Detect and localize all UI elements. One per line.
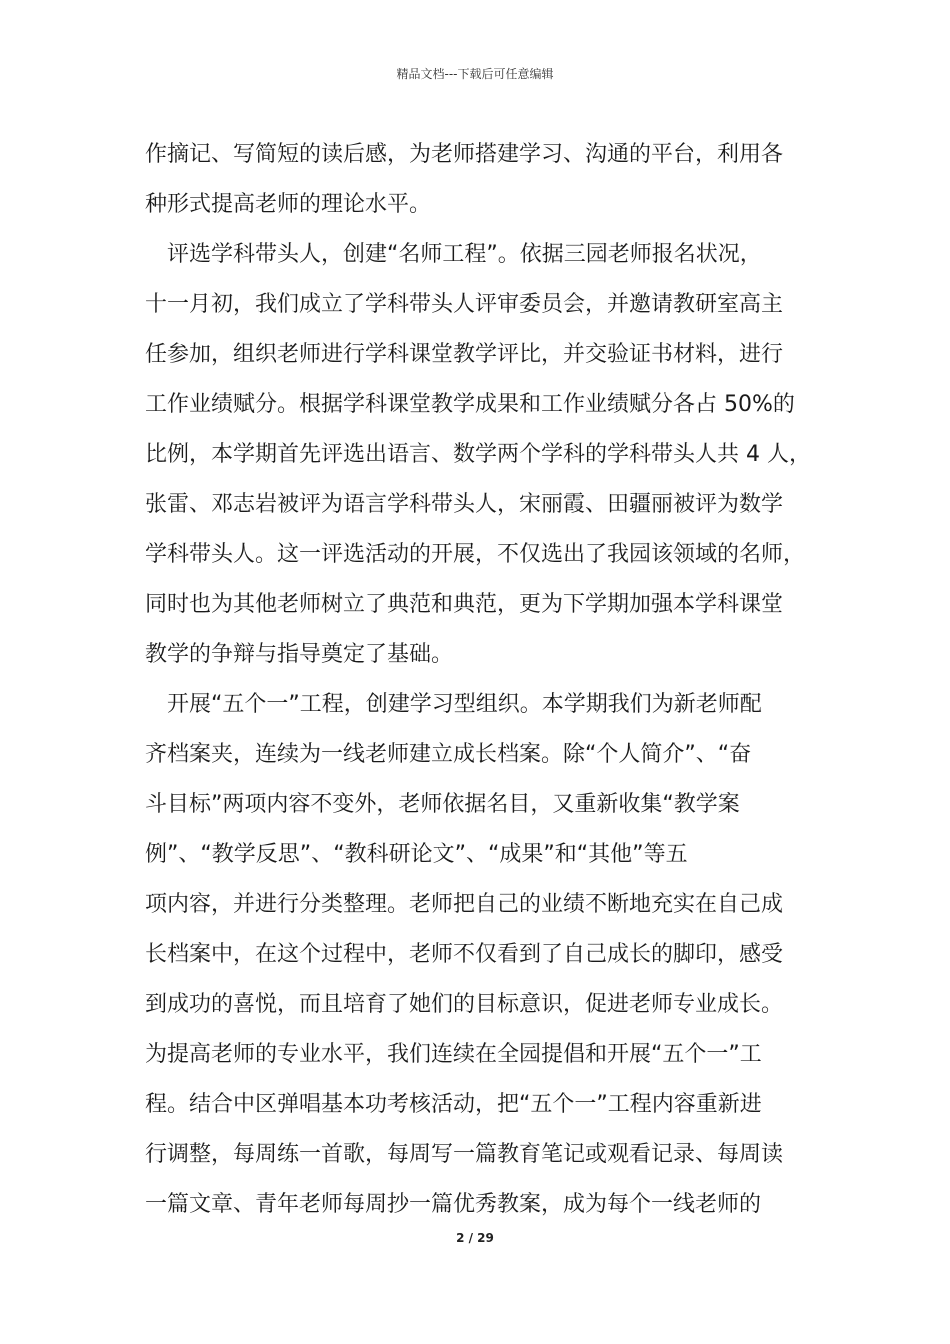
text-line: 张雷、邓志岩被评为语言学科带头人，宋丽霞、田疆丽被评为数学 — [145, 492, 784, 517]
page-header: 精品文档---下载后可任意编辑 — [396, 67, 554, 81]
text-line: 齐档案夹，连续为一线老师建立成长档案。除“个人简介”、“奋 — [145, 742, 752, 767]
text-line: 教学的争辩与指导奠定了基础。 — [145, 642, 454, 667]
text-line: 学科带头人。这一评选活动的开展，不仅选出了我园该领域的名师， — [145, 542, 806, 567]
text-line: 程。结合中区弹唱基本功考核活动，把“五个一”工程内容重新进 — [145, 1092, 762, 1117]
text-line: 种形式提高老师的理论水平。 — [145, 192, 432, 217]
document-body — [145, 130, 815, 1230]
text-line: 比例，本学期首先评选出语言、数学两个学科的学科带头人共 4 人， — [145, 442, 811, 467]
text-line: 任参加，组织老师进行学科课堂教学评比，并交验证书材料，进行 — [145, 342, 784, 367]
page-number: 2 / 29 — [456, 1231, 494, 1245]
text-line: 长档案中，在这个过程中，老师不仅看到了自己成长的脚印，感受 — [145, 942, 784, 967]
text-line: 十一月初，我们成立了学科带头人评审委员会，并邀请教研室高主 — [145, 292, 784, 317]
text-line: 项内容，并进行分类整理。老师把自己的业绩不断地充实在自己成 — [145, 892, 784, 917]
text-line: 作摘记、写简短的读后感，为老师搭建学习、沟通的平台，利用各 — [145, 142, 784, 167]
text-line: 例”、“教学反思”、“教科研论文”、“成果”和“其他”等五 — [145, 842, 688, 867]
text-line: 同时也为其他老师树立了典范和典范，更为下学期加强本学科课堂 — [145, 592, 784, 617]
text-line: 行调整，每周练一首歌，每周写一篇教育笔记或观看记录、每周读 — [145, 1142, 784, 1167]
text-line: 到成功的喜悦，而且培育了她们的目标意识，促进老师专业成长。 — [145, 992, 784, 1017]
text-line: 一篇文章、青年老师每周抄一篇优秀教案，成为每个一线老师的 — [145, 1192, 762, 1217]
text-line: 斗目标”两项内容不变外，老师依据名目，又重新收集“教学案 — [145, 792, 740, 817]
text-line: 工作业绩赋分。根据学科课堂教学成果和工作业绩赋分各占 50%的 — [145, 392, 795, 417]
paragraph-start-line: 开展“五个一”工程，创建学习型组织。本学期我们为新老师配 — [167, 692, 762, 717]
paragraph-start-line: 评选学科带头人，创建“名师工程”。依据三园老师报名状况， — [167, 242, 762, 267]
text-line: 为提高老师的专业水平，我们连续在全园提倡和开展“五个一”工 — [145, 1042, 762, 1067]
